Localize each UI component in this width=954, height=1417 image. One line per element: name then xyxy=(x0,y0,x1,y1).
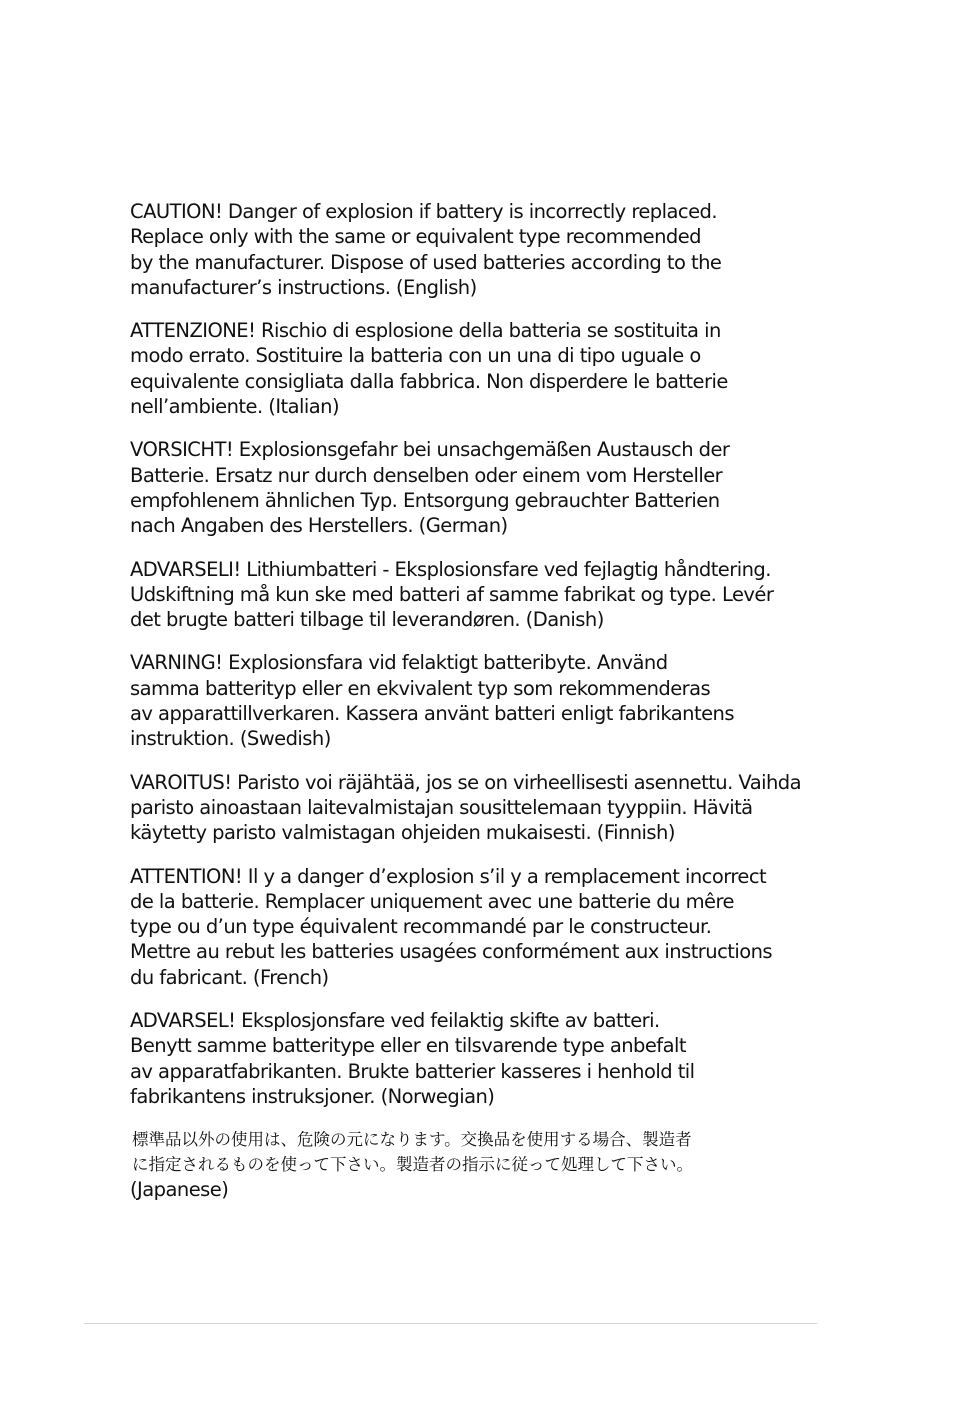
warning-line: Mettre au rebut les batteries usagées conformément aux instructions xyxy=(130,940,773,964)
warning-line: VORSICHT! Explosionsgefahr bei unsachgemäßen Austausch der xyxy=(130,438,730,462)
warning-line: CAUTION! Danger of explosion if battery is incorrectly replaced. xyxy=(130,200,718,223)
japanese-language-label: (Japanese) xyxy=(130,1178,229,1202)
warning-italian xyxy=(130,318,830,419)
warning-line: nell’ambiente. (Italian) xyxy=(130,395,340,419)
warning-line: Batterie. Ersatz nur durch denselben oder einem vom Hersteller xyxy=(130,463,723,487)
battery-caution-notice xyxy=(130,199,830,1221)
footer-divider xyxy=(84,1323,817,1324)
warning-line: VAROITUS! Paristo voi räjähtää, jos se on virheellisesti asennettu. Vaihda xyxy=(130,770,801,794)
warning-line: du fabricant. (French) xyxy=(130,965,329,989)
warning-line: equivalente consigliata dalla fabbrica. Non disperdere le batterie xyxy=(130,369,728,393)
warning-line: manufacturer’s instructions. (English) xyxy=(130,275,477,299)
warning-japanese xyxy=(130,1127,830,1202)
warning-line: ADVARSELI! Lithiumbatteri - Eksplosionsfare ved fejlagtig håndtering. xyxy=(130,557,771,581)
warning-line: Benytt samme batteritype eller en tilsvarende type anbefalt xyxy=(130,1034,686,1058)
warning-line-japanese: に指定されるものを使って下さい。製造者の指示に従って処理して下さい。 xyxy=(132,1155,693,1175)
warning-line: Replace only with the same or equivalent type recommended xyxy=(130,225,701,249)
warning-line: nach Angaben des Herstellers. (German) xyxy=(130,514,508,538)
warning-line: ADVARSEL! Eksplosjonsfare ved feilaktig skifte av batteri. xyxy=(130,1009,660,1033)
warning-finnish xyxy=(130,770,830,846)
warning-line: VARNING! Explosionsfara vid felaktigt batteribyte. Använd xyxy=(130,651,668,675)
warning-line: det brugte batteri tilbage til leverandøren. (Danish) xyxy=(130,608,604,632)
warning-line: käytetty paristo valmistagan ohjeiden mukaisesti. (Finnish) xyxy=(130,821,675,845)
warning-line: by the manufacturer. Dispose of used batteries according to the xyxy=(130,250,722,274)
warning-line: modo errato. Sostituire la batteria con un una di tipo uguale o xyxy=(130,344,701,368)
warning-french xyxy=(130,864,830,990)
warning-line: instruktion. (Swedish) xyxy=(130,727,331,751)
warning-line: fabrikantens instruksjoner. (Norwegian) xyxy=(130,1084,495,1108)
warning-line: samma batterityp eller en ekvivalent typ som rekommenderas xyxy=(130,676,711,700)
warning-line: type ou d’un type équivalent recommandé par le constructeur. xyxy=(130,915,712,939)
warning-line: ATTENTION! Il y a danger d’explosion s’il y a remplacement incorrect xyxy=(130,864,767,888)
warning-line: av apparattillverkaren. Kassera använt batteri enligt fabrikantens xyxy=(130,702,734,726)
warning-line: de la batterie. Remplacer uniquement avec une batterie du mêre xyxy=(130,889,734,913)
warning-danish xyxy=(130,557,830,633)
warning-line: ATTENZIONE! Rischio di esplosione della batteria se sostituita in xyxy=(130,319,721,343)
warning-line-japanese: 標準品以外の使用は、危険の元になります。交換品を使用する場合、製造者 xyxy=(132,1130,692,1150)
warning-line: paristo ainoastaan laitevalmistajan sousittelemaan tyyppiin. Hävitä xyxy=(130,795,753,819)
warning-line: empfohlenem ähnlichen Typ. Entsorgung gebrauchter Batterien xyxy=(130,488,720,512)
warning-german xyxy=(130,437,830,538)
warning-line: av apparatfabrikanten. Brukte batterier kasseres i henhold til xyxy=(130,1059,695,1083)
warning-swedish xyxy=(130,650,830,751)
warning-norwegian xyxy=(130,1008,830,1109)
warning-line: Udskiftning må kun ske med batteri af samme fabrikat og type. Levér xyxy=(130,582,774,606)
warning-english xyxy=(130,199,830,300)
